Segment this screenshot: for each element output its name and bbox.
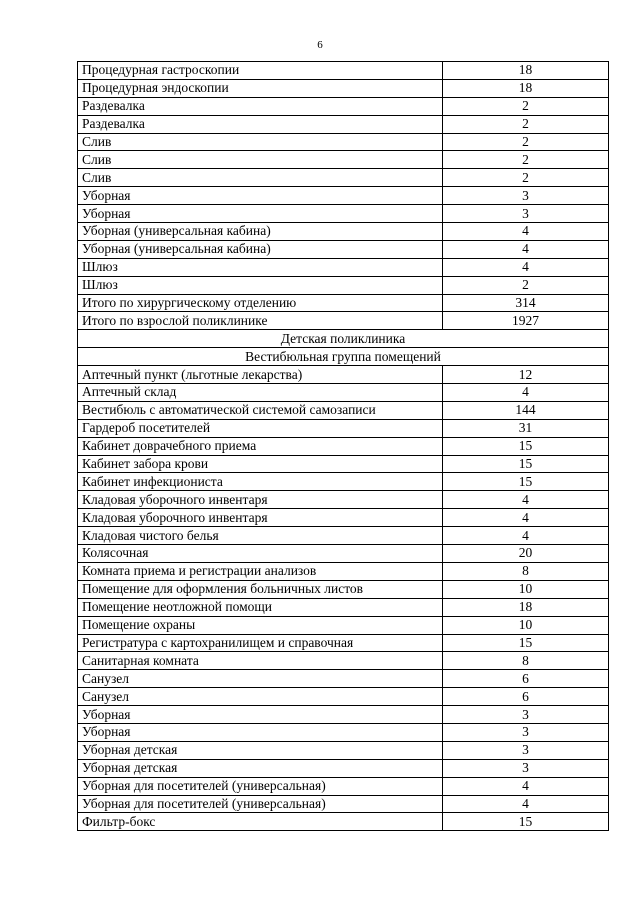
table-row — [78, 419, 609, 437]
table-row — [78, 670, 609, 688]
room-area-cell: 6 — [443, 670, 609, 688]
room-area-cell: 15 — [443, 437, 609, 455]
table-row — [78, 401, 609, 419]
table-row — [78, 634, 609, 652]
room-name-cell: Кладовая уборочного инвентаря — [78, 509, 443, 527]
table-row — [78, 795, 609, 813]
table-row — [78, 616, 609, 634]
room-area-cell: 2 — [443, 151, 609, 169]
room-area-cell: 10 — [443, 616, 609, 634]
table-row — [78, 366, 609, 384]
section-heading: Детская поликлиника — [78, 330, 609, 348]
room-name-cell: Уборная — [78, 187, 443, 205]
room-name-cell: Кабинет забора крови — [78, 455, 443, 473]
table-row — [78, 473, 609, 491]
table-row — [78, 258, 609, 276]
table-row — [78, 276, 609, 294]
room-name-cell: Слив — [78, 169, 443, 187]
room-name-cell: Кабинет инфекциониста — [78, 473, 443, 491]
table-row — [78, 580, 609, 598]
table-row — [78, 455, 609, 473]
table-row — [78, 187, 609, 205]
table-row — [78, 562, 609, 580]
section-heading: Вестибюльная группа помещений — [78, 348, 609, 366]
room-name-cell: Аптечный пункт (льготные лекарства) — [78, 366, 443, 384]
table-row — [78, 294, 609, 312]
room-name-cell: Аптечный склад — [78, 384, 443, 402]
room-name-cell: Уборная (универсальная кабина) — [78, 240, 443, 258]
room-name-cell: Шлюз — [78, 258, 443, 276]
room-area-cell: 2 — [443, 97, 609, 115]
room-area-cell: 3 — [443, 205, 609, 223]
room-name-cell: Кладовая уборочного инвентаря — [78, 491, 443, 509]
room-name-cell: Санузел — [78, 688, 443, 706]
room-area-cell: 2 — [443, 133, 609, 151]
room-name-cell: Фильтр-бокс — [78, 813, 443, 831]
table-row — [78, 223, 609, 241]
room-name-cell: Процедурная гастроскопии — [78, 62, 443, 80]
room-area-cell: 4 — [443, 795, 609, 813]
table-row — [78, 527, 609, 545]
room-area-cell: 6 — [443, 688, 609, 706]
table-row — [78, 115, 609, 133]
table-row — [78, 598, 609, 616]
table-row — [78, 312, 609, 330]
room-name-cell: Шлюз — [78, 276, 443, 294]
room-area-cell: 4 — [443, 527, 609, 545]
table-row — [78, 205, 609, 223]
room-name-cell: Слив — [78, 133, 443, 151]
room-area-cell: 4 — [443, 491, 609, 509]
room-name-cell: Помещение охраны — [78, 616, 443, 634]
room-area-cell: 12 — [443, 366, 609, 384]
room-area-cell: 8 — [443, 562, 609, 580]
room-area-cell: 3 — [443, 759, 609, 777]
room-area-cell: 15 — [443, 813, 609, 831]
room-name-cell: Уборная детская — [78, 759, 443, 777]
table-row — [78, 759, 609, 777]
room-name-cell: Комната приема и регистрации анализов — [78, 562, 443, 580]
room-name-cell: Процедурная эндоскопии — [78, 79, 443, 97]
room-name-cell: Слив — [78, 151, 443, 169]
table-row — [78, 437, 609, 455]
room-name-cell: Уборная — [78, 723, 443, 741]
table-row — [78, 133, 609, 151]
page-number: 6 — [317, 39, 323, 51]
room-area-cell: 31 — [443, 419, 609, 437]
room-name-cell: Раздевалка — [78, 115, 443, 133]
room-area-cell: 20 — [443, 545, 609, 563]
room-area-cell: 18 — [443, 62, 609, 80]
room-area-cell: 18 — [443, 598, 609, 616]
room-area-cell: 15 — [443, 455, 609, 473]
room-name-cell: Итого по хирургическому отделению — [78, 294, 443, 312]
table-row — [78, 706, 609, 724]
room-area-cell: 15 — [443, 634, 609, 652]
room-name-cell: Помещение неотложной помощи — [78, 598, 443, 616]
room-name-cell: Раздевалка — [78, 97, 443, 115]
room-area-cell: 4 — [443, 777, 609, 795]
table-row — [78, 97, 609, 115]
rooms-table-body — [78, 62, 609, 831]
room-area-cell: 144 — [443, 401, 609, 419]
rooms-table — [77, 61, 609, 831]
room-area-cell: 10 — [443, 580, 609, 598]
section-row — [78, 330, 609, 348]
room-area-cell: 8 — [443, 652, 609, 670]
room-name-cell: Колясочная — [78, 545, 443, 563]
room-area-cell: 3 — [443, 706, 609, 724]
room-name-cell: Вестибюль с автоматической системой самозаписи — [78, 401, 443, 419]
table-row — [78, 688, 609, 706]
room-area-cell: 3 — [443, 187, 609, 205]
room-name-cell: Гардероб посетителей — [78, 419, 443, 437]
table-row — [78, 79, 609, 97]
room-area-cell: 314 — [443, 294, 609, 312]
room-area-cell: 18 — [443, 79, 609, 97]
room-area-cell: 4 — [443, 258, 609, 276]
room-area-cell: 2 — [443, 276, 609, 294]
table-row — [78, 151, 609, 169]
table-row — [78, 169, 609, 187]
table-row — [78, 545, 609, 563]
room-area-cell: 2 — [443, 115, 609, 133]
room-area-cell: 3 — [443, 723, 609, 741]
room-name-cell: Уборная — [78, 205, 443, 223]
table-row — [78, 777, 609, 795]
room-area-cell: 3 — [443, 741, 609, 759]
room-name-cell: Санузел — [78, 670, 443, 688]
room-name-cell: Регистратура с картохранилищем и справочная — [78, 634, 443, 652]
room-name-cell: Уборная для посетителей (универсальная) — [78, 777, 443, 795]
table-row — [78, 741, 609, 759]
room-area-cell: 4 — [443, 384, 609, 402]
room-name-cell: Помещение для оформления больничных листов — [78, 580, 443, 598]
room-area-cell: 4 — [443, 509, 609, 527]
room-name-cell: Уборная (универсальная кабина) — [78, 223, 443, 241]
room-area-cell: 2 — [443, 169, 609, 187]
section-row — [78, 348, 609, 366]
room-name-cell: Уборная детская — [78, 741, 443, 759]
table-row — [78, 652, 609, 670]
table-row — [78, 62, 609, 80]
table-row — [78, 813, 609, 831]
room-name-cell: Кабинет доврачебного приема — [78, 437, 443, 455]
room-name-cell: Кладовая чистого белья — [78, 527, 443, 545]
room-name-cell: Уборная для посетителей (универсальная) — [78, 795, 443, 813]
table-row — [78, 240, 609, 258]
room-name-cell: Итого по взрослой поликлинике — [78, 312, 443, 330]
table-row — [78, 723, 609, 741]
table-row — [78, 384, 609, 402]
table-row — [78, 509, 609, 527]
room-name-cell: Санитарная комната — [78, 652, 443, 670]
room-area-cell: 4 — [443, 240, 609, 258]
room-area-cell: 15 — [443, 473, 609, 491]
room-area-cell: 4 — [443, 223, 609, 241]
room-area-cell: 1927 — [443, 312, 609, 330]
room-name-cell: Уборная — [78, 706, 443, 724]
table-row — [78, 491, 609, 509]
